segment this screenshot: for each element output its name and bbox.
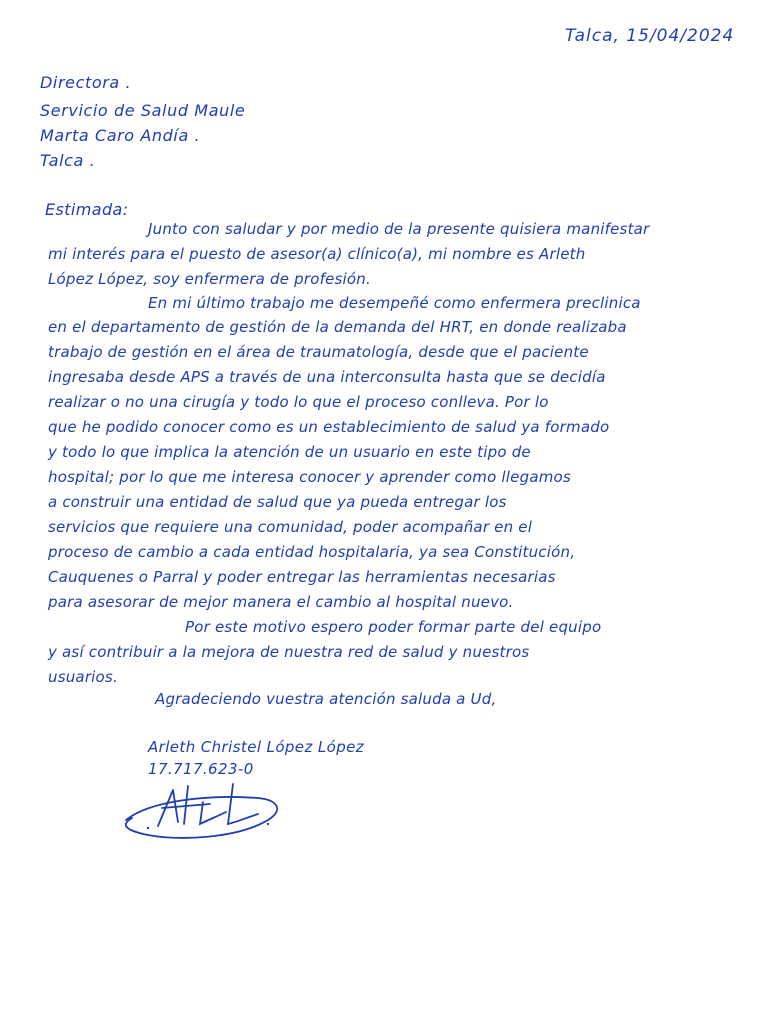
body-line: usuarios. — [48, 668, 118, 686]
letter-closing: Agradeciendo vuestra atención saluda a Ud, — [155, 690, 497, 708]
body-line: Por este motivo espero poder formar parte del equipo — [185, 618, 602, 636]
body-line: servicios que requiere una comunidad, poder acompañar en el — [48, 518, 533, 536]
body-line: que he podido conocer como es un establecimiento de salud ya formado — [48, 418, 610, 436]
body-line: y así contribuir a la mejora de nuestra red de salud y nuestros — [48, 643, 530, 661]
signer-rut: 17.717.623-0 — [148, 760, 254, 778]
recipient-title: Directora . — [40, 73, 132, 92]
body-line: En mi último trabajo me desempeñé como enfermera preclinica — [148, 294, 641, 312]
body-line: hospital; por lo que me interesa conocer y aprender como llegamos — [48, 468, 571, 486]
recipient-name: Marta Caro Andía . — [40, 126, 201, 145]
body-line: para asesorar de mejor manera el cambio al hospital nuevo. — [48, 593, 514, 611]
letter-greeting: Estimada: — [45, 200, 129, 219]
body-line: López López, soy enfermera de profesión. — [48, 270, 371, 288]
recipient-organization: Servicio de Salud Maule — [40, 101, 246, 120]
body-line: trabajo de gestión en el área de traumatología, desde que el paciente — [48, 343, 589, 361]
body-line: Cauquenes o Parral y poder entregar las herramientas necesarias — [48, 568, 556, 586]
body-line: proceso de cambio a cada entidad hospitalaria, ya sea Constitución, — [48, 543, 576, 561]
body-line: Junto con saludar y por medio de la presente quisiera manifestar — [148, 220, 650, 238]
body-line: en el departamento de gestión de la demanda del HRT, en donde realizaba — [48, 318, 627, 336]
letter-date: Talca, 15/04/2024 — [565, 26, 735, 46]
handwritten-signature — [118, 772, 288, 847]
signer-name: Arleth Christel López López — [148, 738, 365, 756]
body-line: mi interés para el puesto de asesor(a) clínico(a), mi nombre es Arleth — [48, 245, 586, 263]
recipient-city: Talca . — [40, 151, 96, 170]
body-line: y todo lo que implica la atención de un usuario en este tipo de — [48, 443, 531, 461]
body-line: a construir una entidad de salud que ya pueda entregar los — [48, 493, 507, 511]
body-line: realizar o no una cirugía y todo lo que el proceso conlleva. Por lo — [48, 393, 549, 411]
body-line: ingresaba desde APS a través de una interconsulta hasta que se decidía — [48, 368, 606, 386]
